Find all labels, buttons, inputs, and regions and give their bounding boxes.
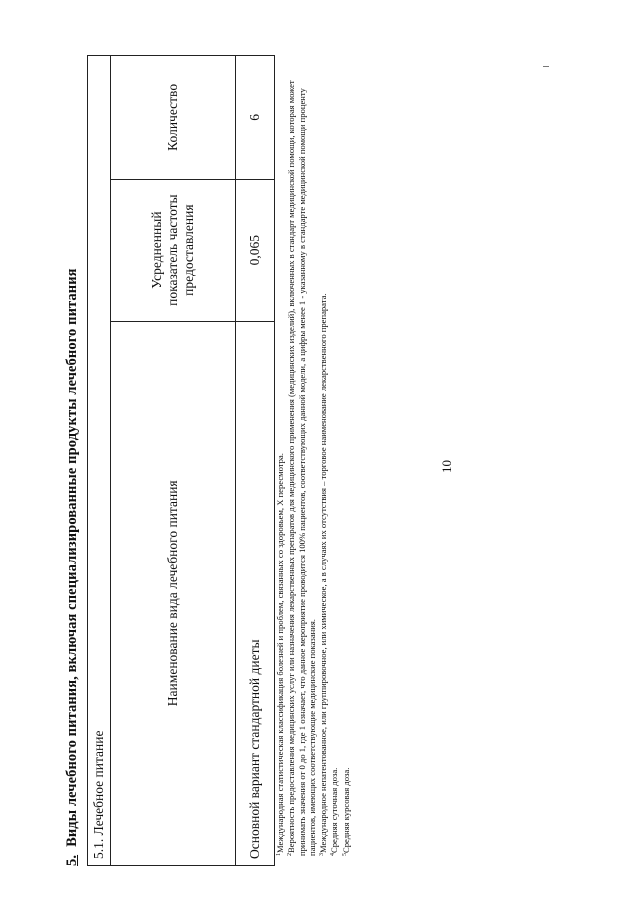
- header-frequency: Усредненный показатель частоты предоставления: [111, 179, 236, 321]
- footnote-mark: 1: [276, 853, 282, 856]
- footnote-mark: 4: [330, 853, 337, 856]
- cell-name: Основной вариант стандартной диеты: [236, 321, 275, 865]
- scan-mark: [543, 66, 549, 67]
- footnote-3: [317, 66, 328, 856]
- document-page: [40, 50, 600, 880]
- section-title-text: Виды лечебного питания, включая специализированные продукты лечебного питания: [64, 268, 80, 847]
- footnote-mark: 5: [341, 853, 348, 856]
- diet-table: [87, 55, 275, 866]
- section-title: [64, 66, 81, 866]
- footnote-text: Средняя курсовая доза.: [340, 767, 351, 853]
- page-number: 10: [439, 460, 454, 473]
- footnote-2: [285, 66, 317, 856]
- table-header-row: [111, 56, 236, 866]
- subsection-row: [88, 56, 111, 866]
- cell-count: 6: [236, 56, 275, 180]
- footnote-text: Международная статистическая классификация болезней и проблем, связанных со здоровьем, X пересмотра.: [275, 453, 285, 853]
- footnote-text: Вероятность предоставления медицинских услуг или назначения лекарственных препаратов для медицинского применения (медицинских изделий), включенных в стандарт медицинской помощи, которая может принимать значения от 0 до 1, где 1 означает, что данное мероприятие проводится 100% пациентов, соответствующих данной модели, а цифры менее 1 - указанному в стандарте медицинской помощи проценту пациентов, имеющих соответствующие медицинские показания.: [286, 80, 317, 856]
- header-name: Наименование вида лечебного питания: [111, 321, 236, 865]
- footnotes: [274, 66, 351, 856]
- footnote-1: [274, 66, 285, 856]
- section-number: 5.: [64, 854, 80, 866]
- cell-frequency: 0,065: [236, 179, 275, 321]
- subsection-title: 5.1. Лечебное питание: [88, 56, 111, 866]
- footnote-text: Средняя суточная доза.: [329, 767, 340, 853]
- footnote-mark: 2: [287, 853, 294, 856]
- header-count: Количество: [111, 56, 236, 180]
- footnote-text: Международное непатентованное, или группировочное, или химическое, а в случаях их отсутствия – торговое наименование лекарственного препарата.: [318, 293, 329, 853]
- footnote-5: [340, 66, 351, 856]
- footnote-4: [328, 66, 339, 856]
- table-row: [236, 56, 275, 866]
- footnote-mark: 3: [319, 853, 326, 856]
